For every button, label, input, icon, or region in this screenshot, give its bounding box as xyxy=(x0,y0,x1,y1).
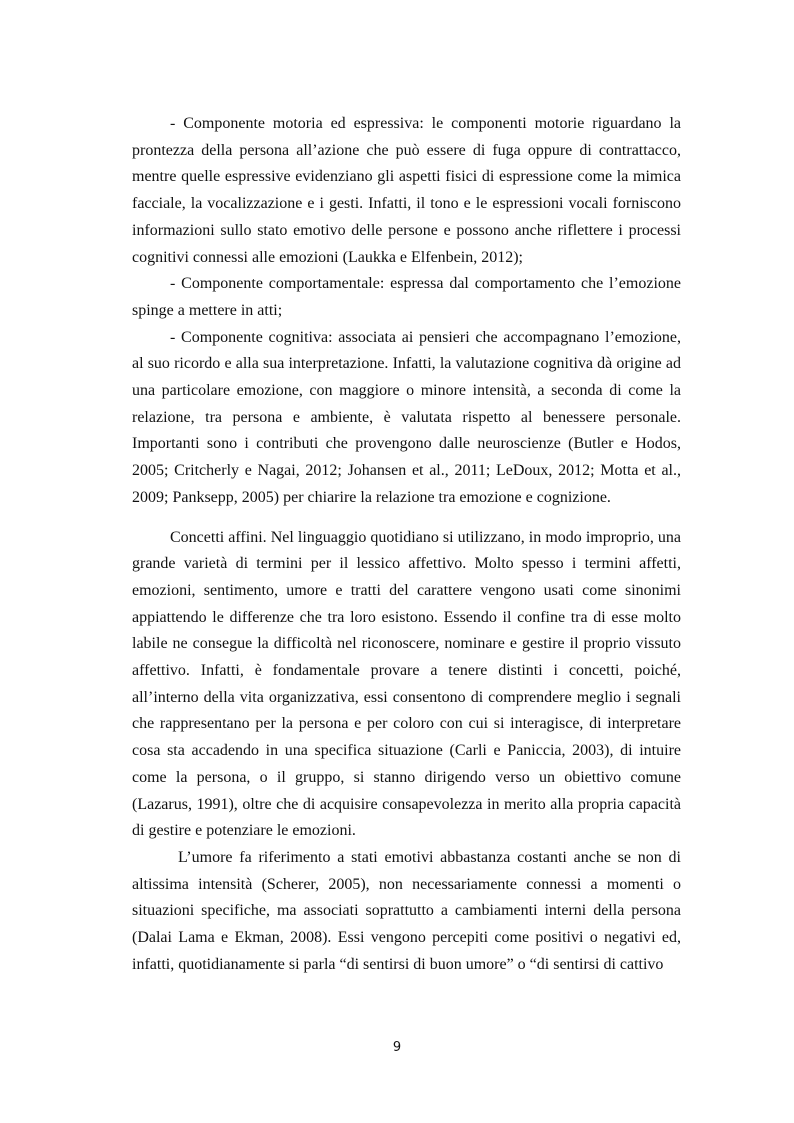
paragraph-gap xyxy=(132,512,681,525)
paragraph-mood: L’umore fa riferimento a stati emotivi abbastanza costanti anche se non di altissima intensità (Scherer, 2005), non necessariamente connessi a momenti o situazioni specifiche, ma associati soprattutto a cambiamenti interni della persona (Dalai Lama e Ekman, 2008). Essi vengono percepiti come positivi o negativi ed, infatti, quotidianamente si parla “di sentirsi di buon umore” o “di sentirsi di cattivo xyxy=(132,848,681,973)
paragraph-behavioral-component: - Componente comportamentale: espressa dal comportamento che l’emozione spinge a mettere in atti; xyxy=(132,275,681,319)
body-text xyxy=(132,111,681,979)
paragraph-related-concepts: Concetti affini. Nel linguaggio quotidiano si utilizzano, in modo improprio, una grande varietà di termini per il lessico affettivo. Molto spesso i termini affetti, emozioni, sentimento, umore e tratti del carattere vengono usati come sinonimi appiattendo le differenze che tra loro esistono. Essendo il confine tra di esse molto labile ne consegue la difficoltà nel riconoscere, nominare e gestire il proprio vissuto affettivo. Infatti, è fondamentale provare a tenere distinti i concetti, poiché, all’interno della vita organizzativa, essi consentono di comprendere meglio i segnali che rappresentano per la persona e per coloro con cui si interagisce, di interpretare cosa sta accadendo in una specifica situazione (Carli e Paniccia, 2003), di intuire come la persona, o il gruppo, si stanno dirigendo verso un obiettivo comune (Lazarus, 1991), oltre che di acquisire consapevolezza in merito alla propria capacità di gestire e potenziare le emozioni. xyxy=(132,528,681,840)
paragraph-cognitive-component: - Componente cognitiva: associata ai pensieri che accompagnano l’emozione, al suo ricordo e alla sua interpretazione. Infatti, la valutazione cognitiva dà origine ad una particolare emozione, con maggiore o minore intensità, a seconda di come la relazione, tra persona e ambiente, è valutata rispetto al benessere personale. Importanti sono i contributi che provengono dalle neuroscienze (Butler e Hodos, 2005; Critcherly e Nagai, 2012; Johansen et al., 2011; LeDoux, 2012; Motta et al., 2009; Panksepp, 2005) per chiarire la relazione tra emozione e cognizione. xyxy=(132,328,681,506)
page-number: 9 xyxy=(392,1040,402,1055)
paragraph-motor-expressive-component: - Componente motoria ed espressiva: le componenti motorie riguardano la prontezza della persona all’azione che può essere di fuga oppure di contrattacco, mentre quelle espressive evidenziano gli aspetti fisici di espressione come la mimica facciale, la vocalizzazione e i gesti. Infatti, il tono e le espressioni vocali forniscono informazioni sullo stato emotivo delle persone e possono anche riflettere i processi cognitivi connessi alle emozioni (Laukka e Elfenbein, 2012); xyxy=(132,115,681,266)
